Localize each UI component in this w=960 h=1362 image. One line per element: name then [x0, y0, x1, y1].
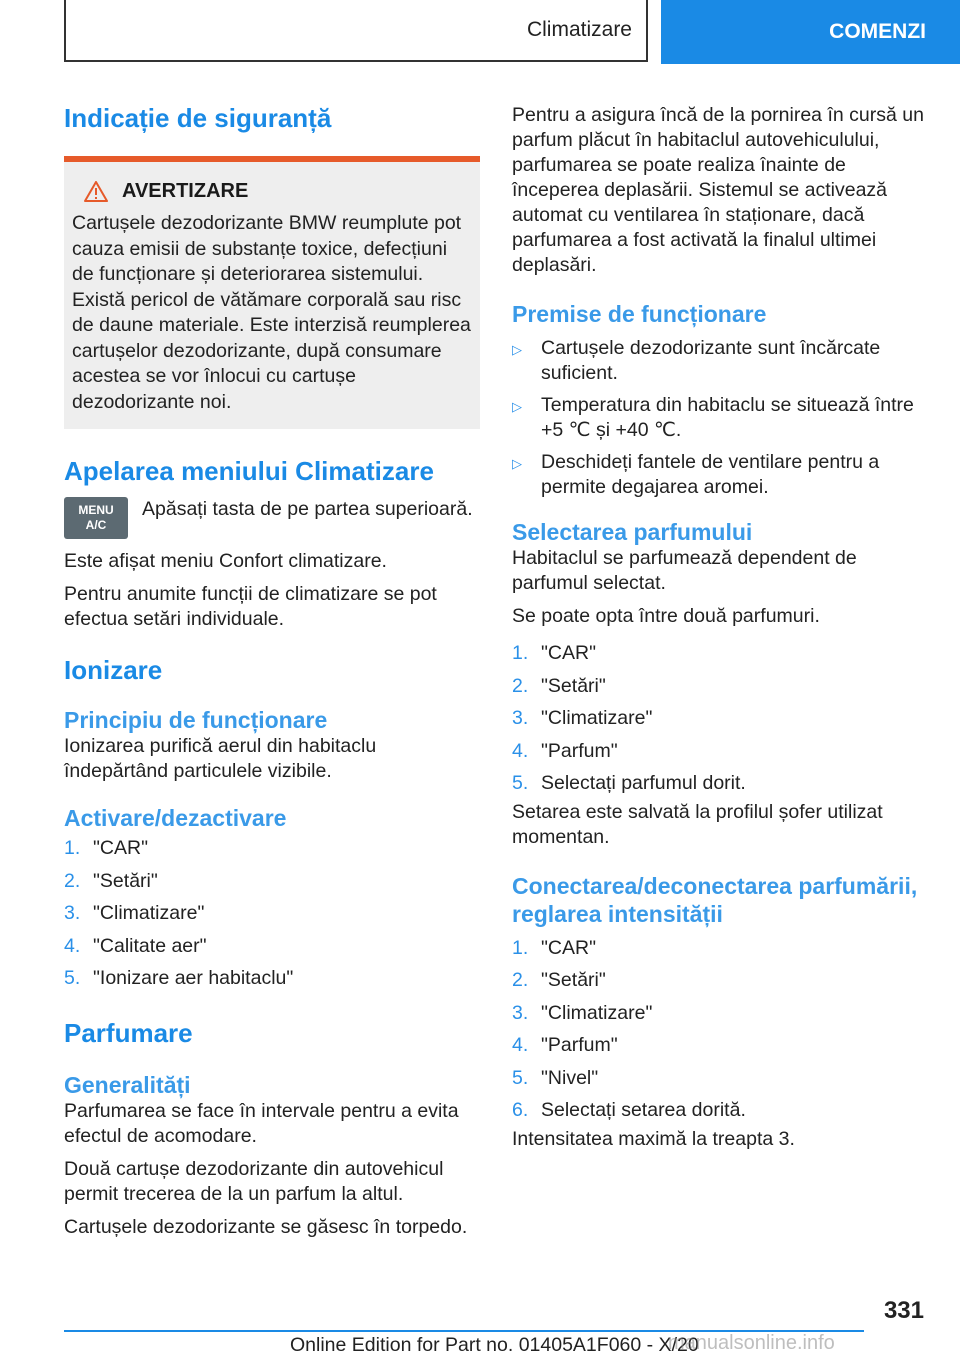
- select-note: Setarea este salvată la profilul șofer utilizat momentan.: [512, 800, 883, 848]
- list-item: 2. "Setări": [512, 969, 606, 991]
- bullet-triangle-icon: ▷: [512, 342, 522, 357]
- general-paragraph-3: Cartușele dezodorizante se găsesc în torpedo.: [64, 1215, 468, 1238]
- section-header: [64, 0, 648, 62]
- menu-instruction-row: [64, 497, 480, 539]
- menu-button-line2: A/C: [85, 518, 107, 532]
- list-item: 5. "Nivel": [512, 1066, 599, 1089]
- list-item: 1. "CAR": [512, 936, 597, 959]
- list-item: 4. "Parfum": [512, 739, 618, 762]
- ionization-heading: Ionizare: [64, 655, 163, 685]
- ionization-steps: [64, 832, 480, 995]
- page-header: [0, 0, 960, 66]
- chapter-tab-label: COMENZI: [829, 20, 926, 43]
- connect-note: Intensitatea maximă la treapta 3.: [512, 1127, 795, 1150]
- select-paragraph-2: Se poate opta între două parfumuri.: [512, 605, 820, 627]
- prerequisites-list: [512, 336, 930, 500]
- section-title: Climatizare: [526, 18, 632, 41]
- select-steps: [512, 637, 930, 800]
- general-paragraph-2: Două cartușe dezodorizante din autovehicul permit trecerea de la un parfum la altul.: [64, 1157, 444, 1205]
- list-item: 2. "Setări": [512, 674, 606, 697]
- connect-heading: Conectarea/deconectarea parfumării, reglarea intensității: [512, 872, 918, 927]
- warning-header: [84, 180, 472, 203]
- page-number: 331: [883, 1297, 924, 1324]
- list-item: 4. "Parfum": [512, 1034, 618, 1056]
- warning-box: [64, 156, 480, 429]
- menu-paragraph-1: Este afișat meniu Confort climatizare.: [64, 550, 387, 572]
- bullet-triangle-icon: ▷: [512, 399, 522, 414]
- general-heading: Generalități: [64, 1071, 191, 1098]
- right-column: [512, 100, 930, 1160]
- ionization-principle-text: Ionizarea purifică aerul din habitaclu îndepărtând particulele vizibile.: [64, 735, 377, 782]
- ionization-activation-heading: Activare/dezactivare: [64, 805, 287, 831]
- bullet-triangle-icon: ▷: [512, 456, 522, 471]
- list-item: ▷ Cartușele dezodorizante sunt încărcate suficient.: [512, 337, 881, 384]
- list-item: 5. Selectați parfumul dorit.: [512, 772, 746, 794]
- left-column: [64, 100, 480, 1248]
- list-item: 3. "Climatizare": [512, 707, 653, 729]
- menu-instruction: Apăsați tasta de pe partea superioară.: [142, 498, 473, 520]
- chapter-tab[interactable]: [661, 0, 960, 64]
- list-item: 6. Selectați setarea dorită.: [512, 1099, 746, 1121]
- list-item: 5. "Ionizare aer habitaclu": [64, 967, 294, 989]
- list-item: 4. "Calitate aer": [64, 934, 207, 957]
- list-item: 1. "CAR": [512, 642, 597, 664]
- list-item: ▷ Temperatura din habitaclu se situează între +5 ℃ și +40 ℃.: [512, 394, 914, 441]
- menu-button-line1: MENU: [78, 503, 114, 517]
- perfume-heading: Parfumare: [64, 1017, 193, 1048]
- warning-triangle-icon: [84, 181, 108, 202]
- list-item: 3. "Climatizare": [512, 1001, 653, 1024]
- perfume-intro: Pentru a asigura încă de la pornirea în cursă un parfum plăcut în habitaclul autovehiculului, parfumarea se poate realiza înainte de începerea deplasării. Sistemul se activează automat cu ventilarea în staționare, dacă parfumarea a fost activată la finalul ultimei deplasări.: [512, 104, 924, 276]
- ionization-principle-heading: Principiu de funcționare: [64, 707, 328, 733]
- menu-paragraph-2: Pentru anumite funcții de climatizare se pot efectua setări individuale.: [64, 583, 437, 630]
- list-item: 3. "Climatizare": [64, 902, 205, 924]
- list-item: 2. "Setări": [64, 869, 158, 892]
- general-paragraph-1: Parfumarea se face în intervale pentru a evita efectul de acomodare.: [64, 1099, 459, 1147]
- menu-heading: Apelarea meniului Climatizare: [64, 456, 434, 486]
- watermark: manualsonline.info: [668, 1332, 835, 1354]
- warning-text: Cartușele dezodorizante BMW reumplute pot cauza emisii de substanțe toxice, defecțiuni de funcționare și deteriorarea sistemului. Există pericol de vătămare corporală sau risc de daune materiale. Este interzisă reumplerea cartușelor dezodorizante, după consumare acestea se vor înlocui cu cartușe dezodorizante noi.: [72, 212, 471, 413]
- list-item: 1. "CAR": [64, 837, 149, 859]
- prerequisites-heading: Premise de funcționare: [512, 301, 767, 327]
- select-paragraph-1: Habitaclul se parfumează dependent de parfumul selectat.: [512, 547, 857, 594]
- menu-ac-button-icon: [64, 497, 128, 539]
- connect-steps: [512, 932, 930, 1127]
- safety-heading: Indicație de siguranță: [64, 103, 332, 133]
- warning-title: AVERTIZARE: [122, 180, 249, 202]
- select-perfume-heading: Selectarea parfumului: [512, 519, 753, 545]
- list-item: ▷ Deschideți fantele de ventilare pentru a permite degajarea aromei.: [512, 451, 880, 498]
- edition-note: Online Edition for Part no. 01405A1F060 - X/20: [290, 1334, 699, 1356]
